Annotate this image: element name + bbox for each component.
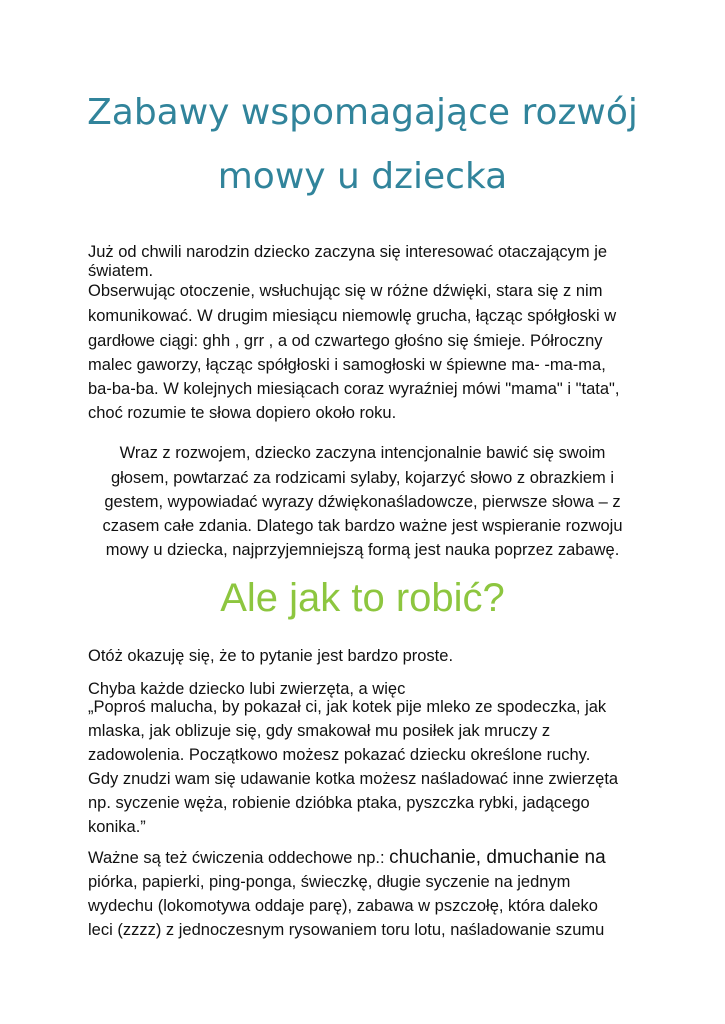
paragraph4-line: np. syczenie węża, robienie dzióbka ptaka, pyszczka rybki, jadącego: [88, 794, 590, 812]
paragraph1-line: choć rozumie te słowa dopiero około roku.: [88, 404, 397, 422]
paragraph2-line: mowy u dziecka, najprzyjemniejszą formą jest nauka poprzez zabawę.: [105, 541, 620, 559]
paragraph5-start: Ważne są też ćwiczenia oddechowe np.:: [88, 849, 390, 867]
paragraph1-line: Już od chwili narodzin dziecko zaczyna się interesować otaczającym je: [88, 243, 608, 261]
paragraph4-line: Chyba każde dziecko lubi zwierzęta, a więc: [88, 680, 406, 698]
title-line-2: mowy u dziecka: [217, 156, 508, 197]
paragraph5-emphasis: chuchanie, dmuchanie na: [389, 847, 606, 868]
paragraph4-line: zadowolenia. Początkowo możesz pokazać dziecku określone ruchy.: [88, 746, 591, 764]
title-line-1: Zabawy wspomagające rozwój: [87, 92, 638, 133]
paragraph5-line: piórka, papierki, ping-ponga, świeczkę, długie syczenie na jednym: [88, 873, 571, 891]
paragraph5-line: wydechu (lokomotywa oddaje parę), zabawa w pszczołę, która daleko: [88, 897, 598, 915]
paragraph2-line: głosem, powtarzać za rodzicami sylaby, kojarzyć słowo z obrazkiem i: [110, 469, 615, 487]
paragraph1-line: Obserwując otoczenie, wsłuchując się w różne dźwięki, stara się z nim: [88, 282, 603, 300]
paragraph2-line: czasem całe zdania. Dlatego tak bardzo ważne jest wspieranie rozwoju: [102, 517, 623, 535]
paragraph1-line: światem.: [88, 262, 154, 280]
paragraph3-line: Otóż okazuję się, że to pytanie jest bardzo proste.: [88, 647, 454, 665]
paragraph4-line: „Poproś malucha, by pokazał ci, jak kotek pije mleko ze spodeczka, jak: [88, 698, 607, 716]
paragraph4-line: Gdy znudzi wam się udawanie kotka możesz naśladować inne zwierzęta: [88, 770, 619, 788]
paragraph1-line: malec gaworzy, łącząc spółgłoski i samogłoski w śpiewne ma- -ma-ma,: [88, 356, 606, 374]
paragraph5-line: leci (zzzz) z jednoczesnym rysowaniem toru lotu, naśladowanie szumu: [88, 921, 605, 939]
paragraph1-line: gardłowe ciągi: ghh , grr , a od czwartego głośno się śmieje. Półroczny: [88, 332, 603, 350]
paragraph2-line: Wraz z rozwojem, dziecko zaczyna intencjonalnie bawić się swoim: [119, 444, 606, 462]
section-heading: Ale jak to robić?: [220, 576, 505, 620]
paragraph4-line: konika.”: [88, 818, 146, 836]
paragraph4-line: mlaska, jak oblizuje się, gdy smakował mu posiłek jak mruczy z: [88, 722, 551, 740]
paragraph1-line: ba-ba-ba. W kolejnych miesiącach coraz wyraźniej mówi "mama" i "tata",: [88, 380, 620, 398]
paragraph1-line: komunikować. W drugim miesiącu niemowlę grucha, łącząc spółgłoski w: [88, 307, 617, 325]
paragraph2-line: gestem, wypowiadać wyrazy dźwiękonaśladowcze, pierwsze słowa – z: [104, 493, 621, 511]
paragraph5-line: [88, 848, 606, 868]
